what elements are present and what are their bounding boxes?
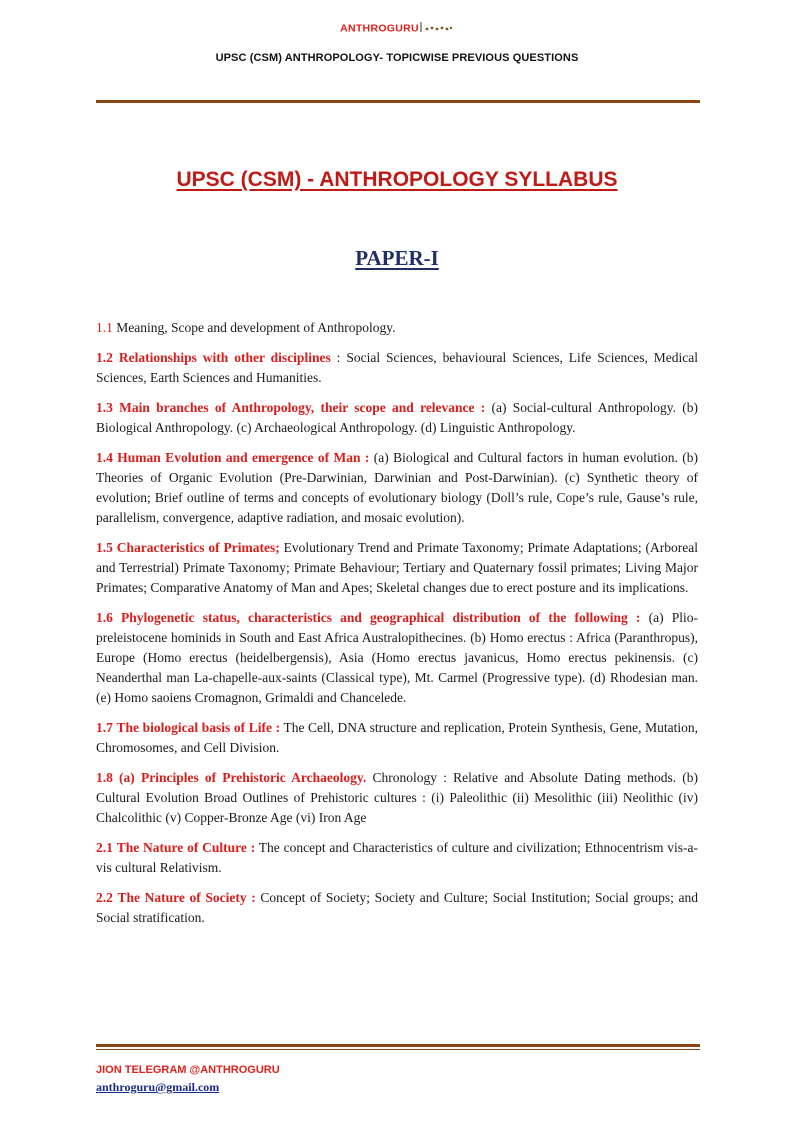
- item-heading: Main branches of Anthropology, their scope and relevance :: [119, 400, 486, 415]
- item-text: (a) Social-cultural Anthropology. (b) Biological Anthropology. (c) Archaeological Anthropology. (d) Linguistic Anthropology.: [96, 400, 699, 435]
- item-heading: Relationships with other disciplines: [118, 350, 331, 365]
- document-header-subtitle: UPSC (CSM) ANTHROPOLOGY- TOPICWISE PREVIOUS QUESTIONS: [215, 52, 579, 64]
- syllabus-item-1-8: [96, 768, 698, 828]
- footer-email-link[interactable]: anthroguru@gmail.com: [96, 1080, 220, 1094]
- item-number: 1.7: [96, 720, 113, 735]
- item-number: 1.4: [96, 450, 113, 465]
- syllabus-item-1-2: [96, 348, 698, 388]
- syllabus-item-2-2: [96, 888, 698, 928]
- item-text: Chronology : Relative and Absolute Dating methods. (b) Cultural Evolution Broad Outlines of Prehistoric cultures : (i) Paleolithic (ii) Mesolithic (iii) Neolithic (iv) Chalcolithic (v) Copper-Bronze Age (vi) Iron Age: [96, 770, 698, 825]
- item-number: 2.2: [96, 890, 113, 905]
- syllabus-content: [96, 318, 698, 938]
- item-text: : Social Sciences, behavioural Sciences, Life Sciences, Medical Sciences, Earth Sciences and Humanities.: [96, 350, 699, 385]
- item-heading: The Nature of Society :: [117, 890, 256, 905]
- item-number: 2.1: [96, 840, 113, 855]
- item-heading: (a) Principles of Prehistoric Archaeology.: [119, 770, 367, 785]
- item-heading: Phylogenetic status, characteristics and geographical distribution of the following :: [121, 610, 641, 625]
- header-divider: [96, 100, 700, 103]
- paper-label: PAPER-I: [355, 246, 439, 270]
- brand-name: ANTHROGURU: [340, 22, 419, 35]
- item-text: Concept of Society; Society and Culture; Social Institution; Social groups; and Social stratification.: [96, 890, 698, 925]
- item-heading: Characteristics of Primates;: [116, 540, 280, 555]
- item-number: 1.3: [96, 400, 113, 415]
- item-number: 1.8: [96, 770, 113, 785]
- item-heading: Human Evolution and emergence of Man :: [117, 450, 370, 465]
- brand-header: [0, 22, 794, 35]
- item-text: (a) Biological and Cultural factors in human evolution. (b) Theories of Organic Evolution (Pre-Darwinian, Darwinian and Post-Darwinian). (c) Synthetic theory of evolution; Brief outline of terms and concepts of evolutionary biology (Doll’s rule, Cope’s rule, Gause’s rule, parallelism, convergence, adaptive radiation, and mosaic evolution).: [96, 450, 699, 525]
- syllabus-item-1-4: [96, 448, 698, 528]
- syllabus-item-2-1: [96, 838, 698, 878]
- syllabus-item-1-1: [96, 318, 698, 338]
- syllabus-item-1-5: [96, 538, 698, 598]
- syllabus-item-1-6: [96, 608, 698, 708]
- item-heading: The biological basis of Life :: [116, 720, 281, 735]
- footer-divider-thin: [96, 1049, 700, 1050]
- footer-divider-thick: [96, 1044, 700, 1047]
- footer-telegram: JION TELEGRAM @ANTHROGURU: [96, 1064, 280, 1076]
- item-number: 1.5: [96, 540, 113, 555]
- item-text: The concept and Characteristics of culture and civilization; Ethnocentrism vis-a-vis cultural Relativism.: [96, 840, 698, 875]
- item-number: 1.6: [96, 610, 113, 625]
- page-title: UPSC (CSM) - ANTHROPOLOGY SYLLABUS: [176, 168, 618, 191]
- item-text: Meaning, Scope and development of Anthropology.: [112, 320, 396, 335]
- syllabus-item-1-3: [96, 398, 698, 438]
- item-text: (a) Plio-preleistocene hominids in South and East Africa Australopithecines. (b) Homo erectus : Africa (Paranthropus), Europe (Homo erectus (heidelbergensis), Asia (Homo erectus javanicus, Homo erectus pekinensis. (c) Neanderthal man La-chapelle-aux-saints (Classical type), Mt. Carmel (Progressive type). (d) Rhodesian man. (e) Homo saoiens Cromagnon, Grimaldi and Chancelede.: [96, 610, 698, 705]
- brand-logo-mark: [420, 22, 454, 35]
- item-number: 1.2: [96, 350, 113, 365]
- item-text: The Cell, DNA structure and replication, Protein Synthesis, Gene, Mutation, Chromosomes, and Cell Division.: [96, 720, 699, 755]
- syllabus-item-1-7: [96, 718, 698, 758]
- item-text: Evolutionary Trend and Primate Taxonomy; Primate Adaptations; (Arboreal and Terrestrial) Primate Taxonomy; Primate Behaviour; Tertiary and Quaternary fossil primates; Living Major Primates; Comparative Anatomy of Man and Apes; Skeletal changes due to erect posture and its implications.: [96, 540, 699, 595]
- item-number: 1.1: [96, 320, 113, 335]
- item-heading: The Nature of Culture :: [116, 840, 256, 855]
